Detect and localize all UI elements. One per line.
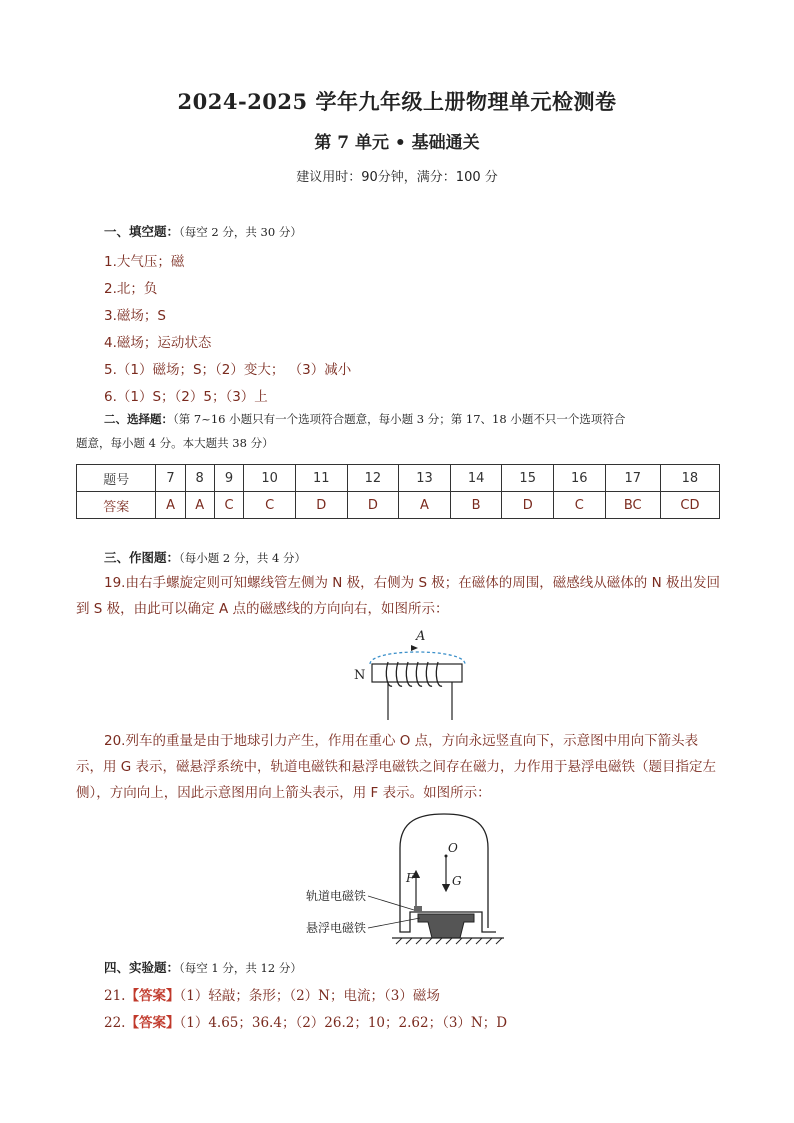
maglev-figure bbox=[306, 808, 516, 948]
answer-line-5: 5.（1）磁场；S；（2）变大； （3）减小 bbox=[104, 362, 352, 378]
table-cell-number: 12 bbox=[347, 465, 399, 492]
q21-answer-tag: 【答案】 bbox=[125, 988, 180, 1004]
ground-hatch bbox=[396, 938, 502, 944]
q22-answer bbox=[104, 1011, 507, 1031]
q22-answer-text: （1）4.65；36.4；（2）26.2；10；2.62；（3）N；D bbox=[179, 1015, 508, 1031]
answer-line-2: 2.北；负 bbox=[104, 281, 158, 297]
time-score-info: 建议用时：90分钟，满分：100 分 bbox=[296, 170, 498, 185]
answer-line-6: 6.（1）S；（2）5；（3）上 bbox=[104, 389, 268, 405]
table-cell-number: 10 bbox=[244, 465, 296, 492]
section1-heading bbox=[104, 222, 302, 240]
table-cell-answer: A bbox=[185, 492, 214, 519]
section1-title: 一、填空题： bbox=[104, 224, 180, 239]
table-cell-answer: A bbox=[156, 492, 185, 519]
page-subtitle: 第 7 单元 • 基础通关 bbox=[314, 133, 480, 153]
q21-answer bbox=[104, 984, 440, 1004]
label-track-electromagnet: 轨道电磁铁 bbox=[306, 889, 367, 903]
page-title: 2024-2025 学年九年级上册物理单元检测卷 bbox=[177, 89, 617, 114]
section1-note: （每空 2 分，共 30 分） bbox=[179, 225, 302, 239]
table-cell-number: 9 bbox=[214, 465, 244, 492]
q19-explanation: 19.由右手螺旋定则可知螺线管左侧为 N 极，右侧为 S 极；在磁体的周围，磁感线从磁体的 N 极出发回到 S 极，由此可以确定 A 点的磁感线的方向向右，如图所示： bbox=[76, 575, 720, 617]
table-cell-number: 16 bbox=[554, 465, 606, 492]
track-electromagnet bbox=[414, 906, 422, 912]
float-label-leader bbox=[368, 918, 420, 928]
table-row-numbers bbox=[77, 465, 720, 492]
q22-number: 22. bbox=[104, 1015, 126, 1031]
table-cell-number: 14 bbox=[450, 465, 502, 492]
section4-note: （每空 1 分，共 12 分） bbox=[179, 961, 302, 975]
track-label-leader bbox=[368, 896, 414, 910]
table-cell-answer: D bbox=[295, 492, 347, 519]
section2-heading bbox=[76, 407, 722, 455]
solenoid-figure bbox=[340, 626, 480, 722]
table-cell-answer: D bbox=[502, 492, 554, 519]
table-cell-number: 15 bbox=[502, 465, 554, 492]
section2-title: 二、选择题： bbox=[104, 412, 173, 426]
label-levitation-electromagnet: 悬浮电磁铁 bbox=[306, 921, 367, 935]
table-cell-number: 18 bbox=[660, 465, 719, 492]
table-cell-answer: A bbox=[399, 492, 451, 519]
table-cell-answer: CD bbox=[660, 492, 719, 519]
label-f: F bbox=[406, 871, 415, 885]
table-header-answer: 答案 bbox=[77, 492, 156, 519]
levitation-electromagnet bbox=[418, 914, 474, 938]
label-g: G bbox=[452, 874, 462, 888]
section2-note-1: （第 7~16 小题只有一个选项符合题意，每小题 3 分；第 17、18 小题不只一个选项符合 bbox=[173, 412, 626, 426]
table-cell-number: 13 bbox=[399, 465, 451, 492]
table-cell-answer: C bbox=[244, 492, 296, 519]
q22-answer-tag: 【答案】 bbox=[125, 1015, 180, 1031]
section4-title: 四、实验题： bbox=[104, 960, 180, 975]
field-line-arrow-icon bbox=[411, 645, 418, 651]
section3-heading bbox=[104, 548, 306, 566]
section3-note: （每小题 2 分，共 4 分） bbox=[179, 551, 307, 565]
choice-answer-table bbox=[76, 464, 720, 519]
answer-line-3: 3.磁场；S bbox=[104, 308, 166, 324]
table-cell-answer: B bbox=[450, 492, 502, 519]
table-cell-number: 8 bbox=[185, 465, 214, 492]
answer-line-1: 1.大气压；磁 bbox=[104, 254, 185, 270]
table-header-number: 题号 bbox=[77, 465, 156, 492]
table-cell-answer: D bbox=[347, 492, 399, 519]
table-cell-answer: C bbox=[554, 492, 606, 519]
q21-answer-text: （1）轻敲；条形；（2）N；电流；（3）磁场 bbox=[179, 988, 440, 1004]
q20-explanation: 20.列车的重量是由于地球引力产生，作用在重心 O 点，方向永远竖直向下，示意图中用向下箭头表示，用 G 表示，磁悬浮系统中，轨道电磁铁和悬浮电磁铁之间存在磁力，力作用于悬浮电磁铁（题目指定左侧），方向向上，因此示意图用向上箭头表示，用 F 表示。如图所示： bbox=[76, 733, 717, 801]
table-cell-number: 17 bbox=[605, 465, 660, 492]
q21-number: 21. bbox=[104, 988, 126, 1004]
label-n: N bbox=[354, 668, 366, 683]
table-cell-number: 7 bbox=[156, 465, 185, 492]
table-cell-answer: BC bbox=[605, 492, 660, 519]
section3-title: 三、作图题： bbox=[104, 550, 180, 565]
section2-note-2: 题意，每小题 4 分。本大题共 38 分） bbox=[76, 436, 274, 450]
label-a: A bbox=[416, 629, 426, 644]
label-o: O bbox=[448, 841, 458, 855]
table-cell-answer: C bbox=[214, 492, 244, 519]
answer-line-4: 4.磁场；运动状态 bbox=[104, 335, 212, 351]
section4-heading bbox=[104, 958, 302, 976]
table-cell-number: 11 bbox=[295, 465, 347, 492]
table-row-answers bbox=[77, 492, 720, 519]
